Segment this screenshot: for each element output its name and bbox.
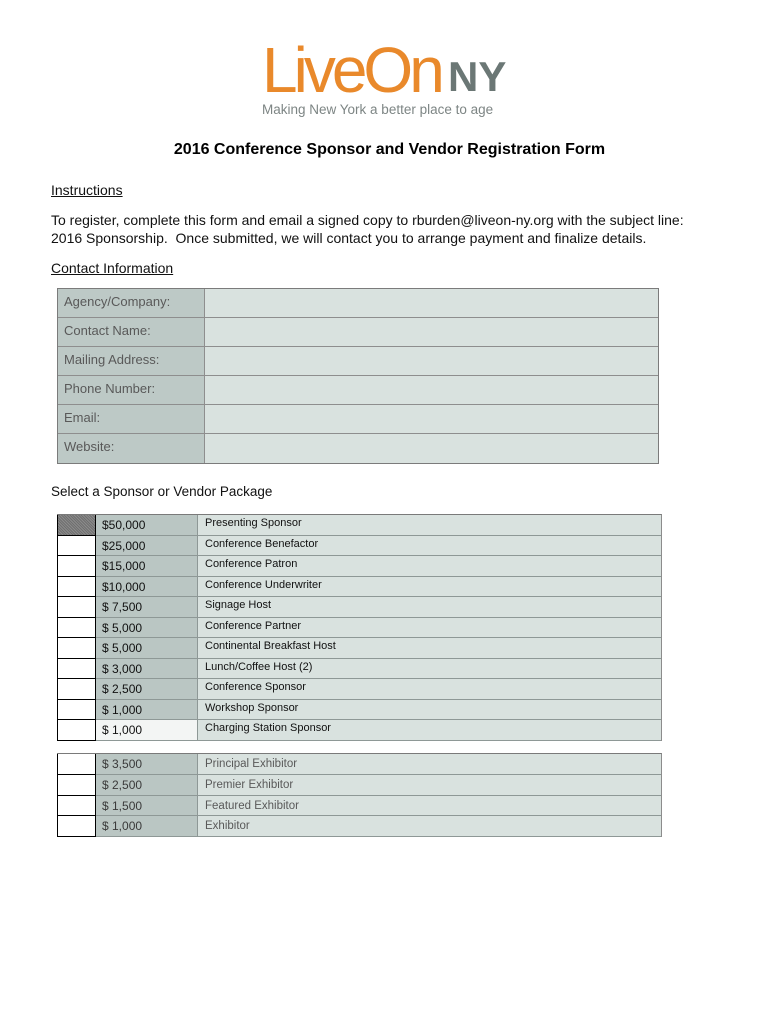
sponsor-checkbox[interactable] [57,577,96,598]
exhibitor-checkbox[interactable] [57,796,96,817]
exhibitor-package-name: Featured Exhibitor [198,796,661,817]
sponsor-price: $10,000 [96,577,198,598]
sponsor-package-name: Conference Benefactor [198,536,661,557]
contact-name-label: Contact Name: [58,318,205,346]
email-label: Email: [58,405,205,433]
sponsor-checkbox[interactable] [57,556,96,577]
exhibitor-package-name: Principal Exhibitor [198,754,661,775]
contact-name-input[interactable] [205,318,658,346]
sponsor-price: $25,000 [96,536,198,557]
agency-company-input[interactable] [205,289,658,317]
exhibitor-package-name: Exhibitor [198,816,661,837]
sponsor-checkbox[interactable] [57,597,96,618]
email-cell [205,405,658,433]
sponsor-price: $15,000 [96,556,198,577]
liveon-ny-logo [258,36,522,122]
logo-tagline: Making New York a better place to age [262,102,494,117]
contact-row [58,318,658,347]
sponsor-package-row [57,515,661,536]
contact-row [58,289,658,318]
sponsor-checkbox[interactable] [57,638,96,659]
sponsor-package-name: Presenting Sponsor [198,515,661,536]
instructions-text-line: To register, complete this form and email a signed copy to rburden@liveon-ny.org with the subject line: [51,212,684,228]
exhibitor-checkbox[interactable] [57,816,96,837]
contact-information-heading: Contact Information [51,260,174,276]
sponsor-price: $ 1,000 [96,700,198,721]
exhibitor-price: $ 2,500 [96,775,198,796]
sponsor-package-table [57,514,662,741]
sponsor-checkbox[interactable] [57,700,96,721]
sponsor-package-name: Signage Host [198,597,661,618]
sponsor-package-name: Conference Partner [198,618,661,639]
contact-row [58,434,658,463]
sponsor-package-name: Workshop Sponsor [198,700,661,721]
sponsor-price: $ 3,000 [96,659,198,680]
exhibitor-package-row [57,796,661,817]
website-cell [205,434,658,463]
email-input[interactable] [205,405,658,433]
phone-number-cell [205,376,658,404]
mailing-address-label: Mailing Address: [58,347,205,375]
sponsor-package-row [57,556,661,577]
page-title: 2016 Conference Sponsor and Vendor Registration Form [173,141,606,158]
contact-row [58,405,658,434]
sponsor-checkbox[interactable] [57,659,96,680]
website-label: Website: [58,434,205,463]
sponsor-package-row [57,679,661,700]
sponsor-package-row [57,638,661,659]
mailing-address-input[interactable] [205,347,658,375]
exhibitor-package-row [57,754,661,775]
sponsor-package-name: Conference Underwriter [198,577,661,598]
instructions-heading: Instructions [51,182,123,198]
sponsor-package-name: Charging Station Sponsor [198,720,661,741]
sponsor-checkbox[interactable] [57,515,96,536]
sponsor-package-row [57,597,661,618]
sponsor-package-name: Conference Sponsor [198,679,661,700]
sponsor-price: $ 7,500 [96,597,198,618]
package-selection-heading: Select a Sponsor or Vendor Package [51,484,273,499]
exhibitor-package-row [57,775,661,796]
sponsor-package-name: Lunch/Coffee Host (2) [198,659,661,680]
sponsor-checkbox[interactable] [57,618,96,639]
exhibitor-checkbox[interactable] [57,775,96,796]
instructions-text-line: 2016 Sponsorship. Once submitted, we will contact you to arrange payment and finalize details. [51,230,647,246]
sponsor-package-row [57,700,661,721]
sponsor-price: $ 2,500 [96,679,198,700]
sponsor-price: $ 5,000 [96,638,198,659]
phone-number-label: Phone Number: [58,376,205,404]
sponsor-package-row [57,720,661,741]
sponsor-package-row [57,536,661,557]
sponsor-package-name: Conference Patron [198,556,661,577]
sponsor-package-row [57,659,661,680]
contact-information-table [57,288,659,464]
exhibitor-package-name: Premier Exhibitor [198,775,661,796]
sponsor-checkbox[interactable] [57,720,96,741]
sponsor-price: $ 5,000 [96,618,198,639]
contact-row [58,376,658,405]
sponsor-package-row [57,577,661,598]
sponsor-price: $50,000 [96,515,198,536]
logo-suffix-text: NY [448,53,507,100]
exhibitor-price: $ 1,000 [96,816,198,837]
exhibitor-checkbox[interactable] [57,754,96,775]
exhibitor-price: $ 3,500 [96,754,198,775]
website-input[interactable] [205,434,658,463]
contact-name-cell [205,318,658,346]
mailing-address-cell [205,347,658,375]
phone-number-input[interactable] [205,376,658,404]
sponsor-price: $ 1,000 [96,720,198,741]
sponsor-package-name: Continental Breakfast Host [198,638,661,659]
exhibitor-package-table [57,753,662,837]
exhibitor-package-row [57,816,661,837]
exhibitor-price: $ 1,500 [96,796,198,817]
sponsor-checkbox[interactable] [57,679,96,700]
logo-brand-text: LiveOn [262,34,441,106]
sponsor-checkbox[interactable] [57,536,96,557]
contact-row [58,347,658,376]
agency-company-label: Agency/Company: [58,289,205,317]
sponsor-package-row [57,618,661,639]
agency-company-cell [205,289,658,317]
